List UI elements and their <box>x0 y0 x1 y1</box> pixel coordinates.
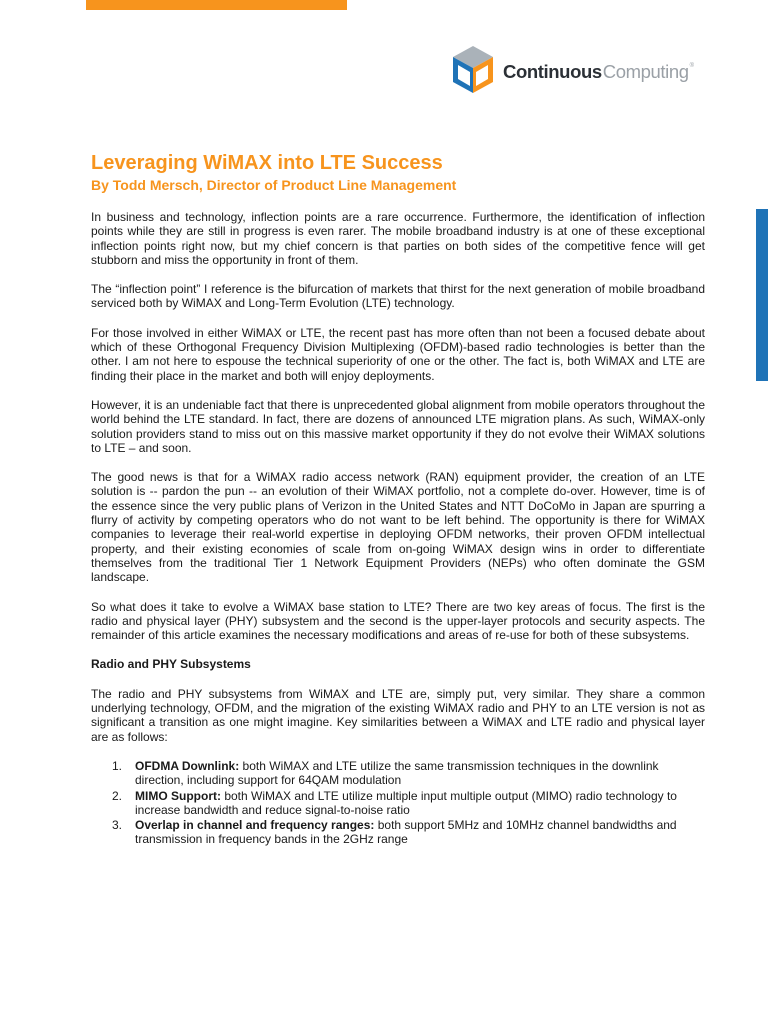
paragraph: The good news is that for a WiMAX radio access network (RAN) equipment provider, the creation of an LTE solution is -- pardon the pun -- an evolution of their WiMAX portfolio, not a complete do-over. However, time is of the essence since the very public plans of Verizon in the United States and NTT DoCoMo in Japan are spurring a flurry of activity by competing operators who do not want to be left behind. The opportunity is there for WiMAX companies to leverage their real-world expertise in deploying OFDM networks, their proven OFDM intellectual property, and their existing economies of scale from on-going WiMAX design wins in order to differentiate themselves from the traditional Tier 1 Network Equipment Providers (NEPs) who often dominate the GSM landscape. <box>91 470 705 585</box>
list-item-term: OFDMA Downlink: <box>135 758 240 773</box>
list-item-term: MIMO Support: <box>135 788 221 803</box>
logo-text-light: Computing <box>602 60 689 82</box>
list-item <box>91 759 705 788</box>
list-item-body <box>135 759 705 788</box>
similarities-list <box>91 759 705 847</box>
paragraph: In business and technology, inflection points are a rare occurrence. Furthermore, the identification of inflection points while they are still in progress is even rarer. The mobile broadband industry is at one of these exceptional inflection points right now, but my chief concern is that parties on both sides of the competitive fence will get stubborn and miss the opportunity in front of them. <box>91 210 705 267</box>
paragraph: The “inflection point” I reference is the bifurcation of markets that thirst for the next generation of mobile broadband serviced both by WiMAX and Long-Term Evolution (LTE) technology. <box>91 282 705 311</box>
top-accent-bar <box>86 0 347 10</box>
list-item-text: both support 5MHz and 10MHz channel bandwidths and transmission in frequency bands in the 2GHz range <box>135 818 677 847</box>
paragraph: For those involved in either WiMAX or LTE, the recent past has more often than not been a focused debate about which of these Orthogonal Frequency Division Multiplexing (OFDM)-based radio technologies is better than the other. I am not here to espouse the technical superiority of one or the other. The fact is, both WiMAX and LTE are finding their place in the market and both will enjoy deployments. <box>91 325 705 383</box>
logo-text-bold: Continuous <box>503 60 602 82</box>
logo-wordmark <box>503 60 694 82</box>
list-item-number: 1. <box>112 758 123 773</box>
list-item-text: both WiMAX and LTE utilize multiple input multiple output (MIMO) radio technology to increase bandwidth and reduce signal-to-noise ratio <box>135 788 677 817</box>
section-heading: Radio and PHY Subsystems <box>91 657 251 672</box>
list-item-number: 3. <box>112 818 123 833</box>
cube-logo-icon <box>450 44 496 96</box>
list-item <box>91 789 705 818</box>
list-item-text: both WiMAX and LTE utilize the same transmission techniques in the downlink direction, including support for 64QAM modulation <box>135 758 659 788</box>
side-accent-tab <box>756 209 768 381</box>
article-title: Leveraging WiMAX into LTE Success <box>91 152 443 174</box>
list-item-body <box>135 818 705 847</box>
paragraph: So what does it take to evolve a WiMAX base station to LTE? There are two key areas of focus. The first is the radio and physical layer (PHY) subsystem and the second is the upper-layer protocols and security aspects. The remainder of this article examines the necessary modifications and areas of re-use for both of these subsystems. <box>91 599 705 643</box>
paragraph: However, it is an undeniable fact that there is unprecedented global alignment from mobile operators throughout the world behind the LTE standard. In fact, there are dozens of announced LTE migration plans. As such, WiMAX-only solution providers stand to miss out on this massive market opportunity if they do not evolve their WiMAX solutions to LTE – and soon. <box>91 397 705 455</box>
list-item-body <box>135 789 705 818</box>
list-item-term: Overlap in channel and frequency ranges: <box>135 818 375 833</box>
section-paragraph: The radio and PHY subsystems from WiMAX and LTE are, simply put, very similar. They share a common underlying technology, OFDM, and the migration of the existing WiMAX radio and PHY to an LTE version is not as significant a transition as one might imagine. Key similarities between a WiMAX and LTE radio and physical layer are as follows: <box>91 686 705 744</box>
company-logo <box>450 44 720 96</box>
logo-trademark: ® <box>689 62 694 69</box>
article <box>91 150 705 848</box>
list-item-number: 2. <box>112 788 123 803</box>
article-byline: By Todd Mersch, Director of Product Line Management <box>91 177 457 193</box>
list-item <box>91 818 705 847</box>
